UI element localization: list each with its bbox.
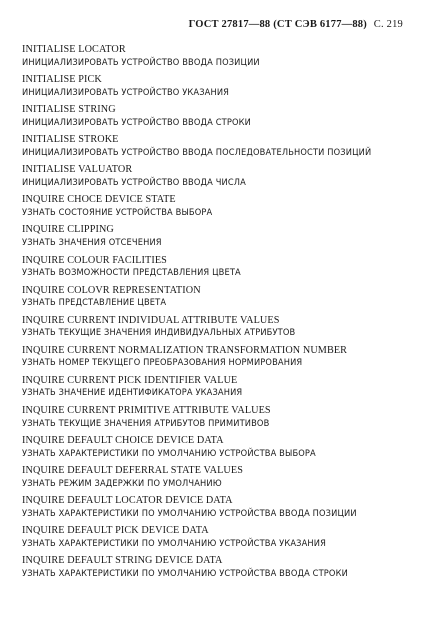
entry-translation: УЗНАТЬ РЕЖИМ ЗАДЕРЖКИ ПО УМОЛЧАНИЮ (22, 477, 222, 489)
glossary-entry (22, 164, 410, 189)
entry-term: INITIALISE STROKE (22, 134, 119, 146)
entry-term: INQUIRE DEFAULT LOCATOR DEVICE DATA (22, 495, 233, 507)
entry-translation: УЗНАТЬ ПРЕДСТАВЛЕНИЕ ЦВЕТА (22, 297, 167, 309)
entry-term: INQUIRE DEFAULT DEFERRAL STATE VALUES (22, 465, 243, 477)
entry-translation: УЗНАТЬ ХАРАКТЕРИСТИКИ ПО УМОЛЧАНИЮ УСТРОЙСТВА ВВОДА ПОЗИЦИИ (22, 507, 357, 519)
page-number: С. 219 (373, 19, 403, 30)
entry-translation: УЗНАТЬ ХАРАКТЕРИСТИКИ ПО УМОЛЧАНИЮ УСТРОЙСТВА ВЫБОРА (22, 447, 316, 459)
glossary-entry (22, 44, 410, 69)
entry-translation: УЗНАТЬ ТЕКУЩИЕ ЗНАЧЕНИЯ ИНДИВИДУАЛЬНЫХ АТРИБУТОВ (22, 327, 296, 339)
entry-term: INQUIRE DEFAULT CHOICE DEVICE DATA (22, 435, 224, 447)
entry-translation: ИНИЦИАЛИЗИРОВАТЬ УСТРОЙСТВО ВВОДА ПОЗИЦИИ (22, 56, 260, 68)
entry-translation: УЗНАТЬ СОСТОЯНИЕ УСТРОЙСТВА ВЫБОРА (22, 206, 213, 218)
glossary-entry (22, 315, 410, 340)
glossary-list (22, 44, 410, 585)
entry-term: INITIALISE STRING (22, 104, 116, 116)
entry-term: INQUIRE DEFAULT STRING DEVICE DATA (22, 555, 223, 567)
entry-translation: ИНИЦИАЛИЗИРОВАТЬ УСТРОЙСТВО УКАЗАНИЯ (22, 86, 230, 98)
entry-translation: УЗНАТЬ ХАРАКТЕРИСТИКИ ПО УМОЛЧАНИЮ УСТРОЙСТВА ВВОДА СТРОКИ (22, 567, 348, 579)
entry-term: INITIALISE VALUATOR (22, 164, 133, 176)
glossary-entry (22, 285, 410, 310)
glossary-entry (22, 405, 410, 430)
glossary-entry (22, 134, 410, 159)
entry-term: INITIALISE PICK (22, 74, 102, 86)
entry-translation: ИНИЦИАЛИЗИРОВАТЬ УСТРОЙСТВО ВВОДА ПОСЛЕДОВАТЕЛЬНОСТИ ПОЗИЦИЙ (22, 146, 372, 158)
entry-term: INITIALISE LOCATOR (22, 44, 126, 55)
glossary-entry (22, 345, 410, 370)
entry-translation: УЗНАТЬ НОМЕР ТЕКУЩЕГО ПРЕОБРАЗОВАНИЯ НОРМИРОВАНИЯ (22, 357, 303, 369)
glossary-entry (22, 435, 410, 460)
entry-translation: ИНИЦИАЛИЗИРОВАТЬ УСТРОЙСТВО ВВОДА ЧИСЛА (22, 176, 246, 188)
entry-translation: ИНИЦИАЛИЗИРОВАТЬ УСТРОЙСТВО ВВОДА СТРОКИ (22, 116, 251, 128)
glossary-entry (22, 375, 410, 400)
glossary-entry (22, 74, 410, 99)
entry-translation: УЗНАТЬ ВОЗМОЖНОСТИ ПРЕДСТАВЛЕНИЯ ЦВЕТА (22, 267, 241, 279)
entry-term: INQUIRE COLOUR FACILITIES (22, 254, 167, 266)
entry-translation: УЗНАТЬ ЗНАЧЕНИЯ ОТСЕЧЕНИЯ (22, 237, 162, 249)
glossary-entry (22, 495, 410, 520)
entry-translation: УЗНАТЬ ЗНАЧЕНИЕ ИДЕНТИФИКАТОРА УКАЗАНИЯ (22, 387, 243, 399)
entry-term: INQUIRE CURRENT PICK IDENTIFIER VALUE (22, 374, 238, 386)
running-header (189, 19, 403, 30)
entry-translation: УЗНАТЬ ХАРАКТЕРИСТИКИ ПО УМОЛЧАНИЮ УСТРОЙСТВА УКАЗАНИЯ (22, 537, 327, 549)
glossary-entry (22, 255, 410, 280)
standard-designation: ГОСТ 27817—88 (СТ СЭВ 6177—88) (188, 19, 367, 30)
entry-term: INQUIRE DEFAULT PICK DEVICE DATA (22, 525, 209, 537)
glossary-entry (22, 194, 410, 219)
entry-term: INQUIRE CURRENT NORMALIZATION TRANSFORMATION NUMBER (22, 344, 348, 356)
entry-term: INQUIRE CLIPPING (22, 224, 114, 236)
entry-term: INQUIRE CURRENT INDIVIDUAL ATTRIBUTE VALUES (22, 314, 280, 326)
glossary-entry (22, 104, 410, 129)
entry-term: INQUIRE COLOVR REPRESENTATION (22, 284, 201, 296)
entry-translation: УЗНАТЬ ТЕКУЩИЕ ЗНАЧЕНИЯ АТРИБУТОВ ПРИМИТИВОВ (22, 417, 270, 429)
entry-term: INQUIRE CURRENT PRIMITIVE ATTRIBUTE VALUES (22, 404, 271, 416)
glossary-entry (22, 465, 410, 490)
entry-term: INQUIRE CHOCE DEVICE STATE (22, 194, 176, 206)
glossary-entry (22, 525, 410, 550)
glossary-entry (22, 224, 410, 249)
glossary-entry (22, 555, 410, 580)
